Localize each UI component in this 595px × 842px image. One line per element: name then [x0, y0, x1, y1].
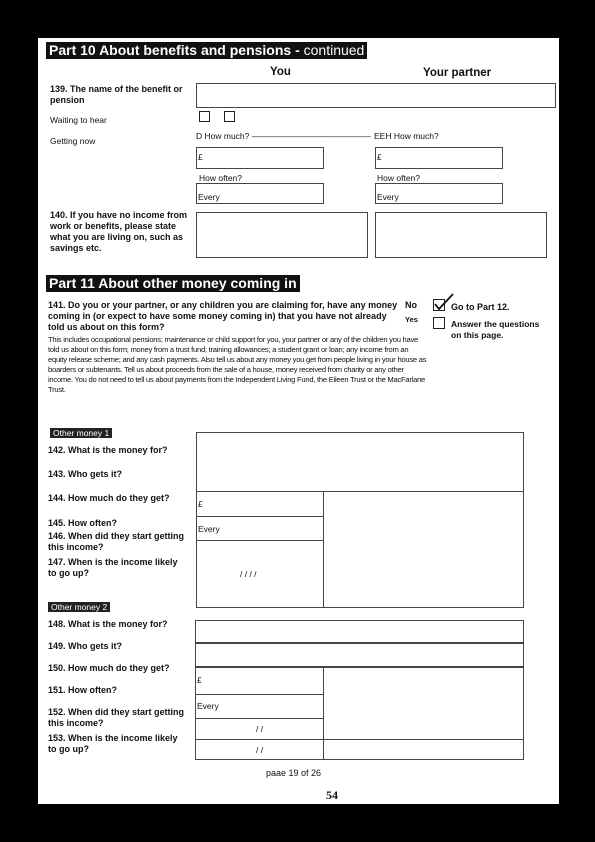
- no-label: No: [405, 300, 417, 310]
- how-much-you-label: D How much? ——————————————: [196, 131, 371, 141]
- q141-detail: This includes occupational pensions; maintenance or child support for you, your partner or any of the children you have told us about on this form; money from a trust fund; training allowances; a student grant or loan; any income from an equity release scheme; and any cash payments. Also tell us about any money you get from people living in your house as boarders or subtenants. Tell us about proceeds from the sale of a house, money received from charity or any other income. You do not need to tell us about payments from the Independent Living Fund, the Eileen Trust or the MacFarlane Trust.: [48, 335, 427, 394]
- page-number: 54: [326, 788, 338, 802]
- grid1-vertical: [323, 491, 324, 608]
- grid2-divider-1: [195, 694, 323, 695]
- yes-label: Yes: [405, 315, 418, 324]
- form-page: [38, 38, 559, 804]
- amount-you-field[interactable]: [196, 147, 324, 169]
- money-for-1-field[interactable]: [197, 433, 523, 490]
- pound-partner: £: [377, 152, 382, 162]
- q142-label: 142. What is the money for?: [48, 445, 168, 455]
- every-2: Every: [197, 701, 219, 711]
- q139-label: 139. The name of the benefit or pension: [50, 84, 183, 105]
- q153-label: 153. When is the income likely to go up?: [48, 733, 178, 754]
- grid1-divider-1: [196, 491, 524, 492]
- q151-label: 151. How often?: [48, 685, 118, 695]
- waiting-partner-checkbox[interactable]: [224, 111, 235, 122]
- no-action-text: Go to Part 12.: [451, 302, 510, 312]
- column-partner: Your partner: [423, 67, 492, 79]
- part10-title: Part 10 About benefits and pensions -: [49, 42, 304, 58]
- money-for-2-field[interactable]: [195, 620, 524, 643]
- part10-title-suffix: continued: [303, 42, 365, 58]
- part10-heading: [46, 42, 367, 59]
- q145-label: 145. How often?: [48, 518, 118, 528]
- yes-checkbox[interactable]: [433, 317, 445, 329]
- waiting-label: Waiting to hear: [50, 115, 107, 125]
- go-up-date-2: / /: [256, 745, 264, 755]
- q140-label: 140. If you have no income from work or benefits, please state what you are living on, such as savings etc.: [50, 210, 188, 253]
- every-1: Every: [198, 524, 220, 534]
- pound-1: £: [198, 499, 203, 509]
- how-often-you-label: How often?: [199, 173, 242, 183]
- yes-action-text: Answer the questions on this page.: [451, 319, 540, 340]
- no-checkbox[interactable]: [433, 299, 445, 311]
- q146-label: 146. When did they start getting this income?: [48, 531, 185, 552]
- waiting-you-checkbox[interactable]: [199, 111, 210, 122]
- other-money-2-tag: Other money 2: [48, 602, 110, 612]
- other-money-2-grid: [195, 667, 524, 760]
- q148-label: 148. What is the money for?: [48, 619, 168, 629]
- q144-label: 144. How much do they get?: [48, 493, 170, 503]
- q141-label: 141. Do you or your partner, or any children you are claiming for, have any money coming in (or expect to have some money coming in) that you have not already told us about on this form?: [48, 300, 398, 332]
- column-you: You: [270, 66, 291, 78]
- every-partner: Every: [377, 192, 399, 202]
- grid2-vertical: [323, 667, 324, 760]
- grid2-divider-2: [195, 718, 323, 719]
- q143-label: 143. Who gets it?: [48, 469, 123, 479]
- who-gets-2-field[interactable]: [195, 643, 524, 667]
- pound-you: £: [198, 152, 203, 162]
- grid1-divider-2: [196, 516, 323, 517]
- grid2-divider-3: [195, 739, 524, 740]
- amount-partner-field[interactable]: [375, 147, 503, 169]
- q150-label: 150. How much do they get?: [48, 663, 170, 673]
- how-often-partner-label: How often?: [377, 173, 420, 183]
- pound-2: £: [197, 675, 202, 685]
- other-money-1-tag: Other money 1: [50, 428, 112, 438]
- q149-label: 149. Who gets it?: [48, 641, 123, 651]
- start-date-2: / /: [256, 724, 264, 734]
- q152-label: 152. When did they start getting this income?: [48, 707, 185, 728]
- how-much-partner-label: EEH How much?: [374, 131, 439, 141]
- benefit-name-field[interactable]: [196, 83, 556, 108]
- page-indicator: paae 19 of 26: [266, 768, 322, 778]
- getting-label: Getting now: [50, 136, 96, 146]
- date-1: / / / /: [240, 569, 257, 579]
- q147-label: 147. When is the income likely to go up?: [48, 557, 178, 578]
- living-on-you-field[interactable]: [196, 212, 368, 258]
- every-you: Every: [198, 192, 220, 202]
- living-on-partner-field[interactable]: [375, 212, 547, 258]
- part11-heading: Part 11 About other money coming in: [46, 275, 300, 292]
- grid1-divider-3: [196, 540, 323, 541]
